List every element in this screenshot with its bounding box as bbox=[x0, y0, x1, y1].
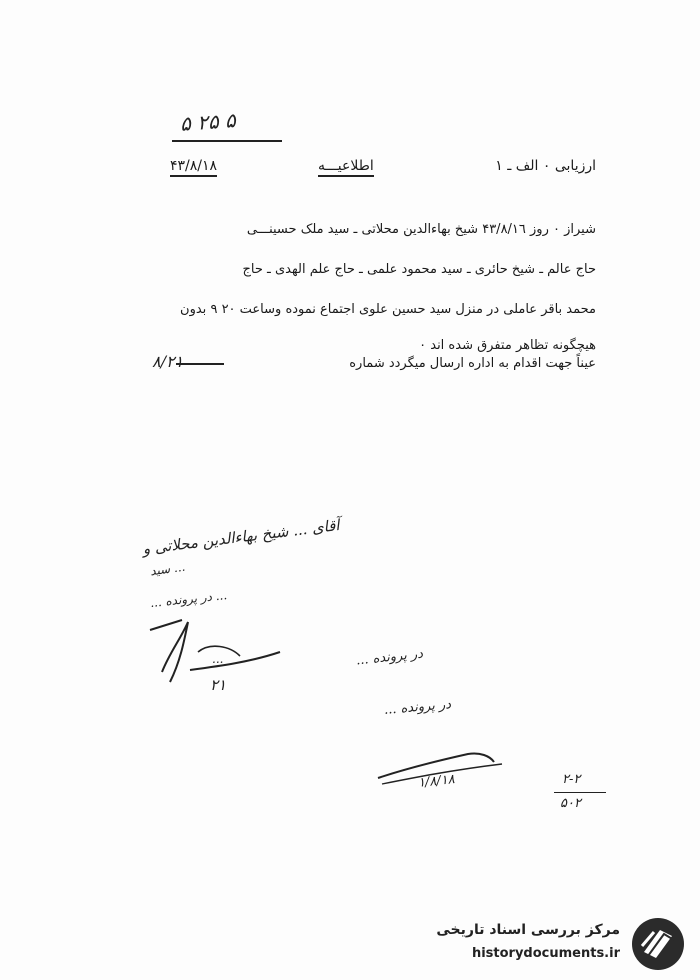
header-date: ۴۳/۸/۱۸ bbox=[170, 158, 217, 177]
body-line-1: شیراز ۰ روز ۴۳/۸/۱٦ شیخ بهاءالدین محلاتی ـ سید ملک حسینـــی bbox=[246, 222, 596, 237]
body-line-3: محمد باقر عاملی در منزل سید حسین علوی اجتماع نموده وساعت ۲۰ ۹ بدون bbox=[180, 302, 596, 317]
handwritten-code-top: ۲-۲ bbox=[562, 772, 581, 787]
header-title: اطلاعیـــه bbox=[318, 158, 374, 177]
handwritten-signoff: ... bbox=[212, 652, 224, 666]
strike-mark bbox=[176, 363, 224, 365]
code-divider bbox=[554, 792, 606, 793]
handwritten-number-21: ۲۱ bbox=[210, 676, 227, 694]
body-line-2: حاج عالم ـ شیخ حائری ـ سید محمود علمی ـ حاج علم الهدی ـ حاج bbox=[242, 262, 596, 277]
handwritten-note-1: در پرونده ... bbox=[355, 646, 424, 669]
handwritten-line-2: ... سید bbox=[149, 559, 187, 579]
header-evaluation: ارزیابی ۰ الف ـ ۱ bbox=[495, 158, 596, 174]
handwritten-line-1: آقای ... شیخ بهاءالدین محلاتی و bbox=[141, 515, 341, 559]
handwritten-line-3: ... در پرونده ... bbox=[149, 588, 228, 610]
handwritten-code-bottom: ۵۰۲ bbox=[560, 796, 581, 811]
margin-reference: ۸/۲۱ bbox=[152, 352, 184, 371]
top-reference-number: ۵ ۲۵ ۵ bbox=[179, 108, 237, 136]
archive-url: historydocuments.ir bbox=[471, 946, 620, 961]
archive-name: مرکز بررسی اسناد تاریخی bbox=[436, 922, 620, 938]
body-line-4: هیچگونه تظاهر متفرق شده اند ۰ bbox=[419, 338, 596, 353]
document-stack-icon bbox=[630, 916, 686, 972]
archive-footer bbox=[412, 912, 692, 974]
handwritten-date: ۱/۸/۱۸ bbox=[417, 772, 456, 791]
handwritten-note-2: در پرونده ... bbox=[383, 697, 452, 718]
body-line-5: عیناً جهت اقدام به اداره ارسال میگردد شماره bbox=[349, 356, 596, 371]
top-number-underline bbox=[172, 140, 282, 142]
